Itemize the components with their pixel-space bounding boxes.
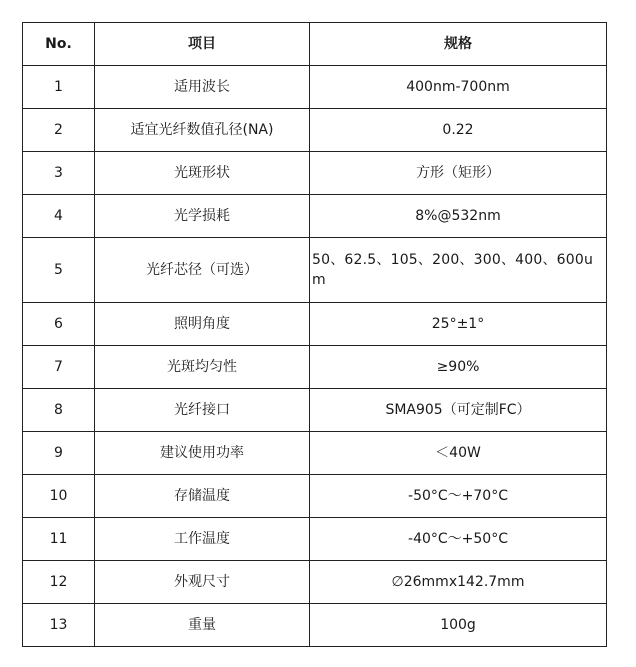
header-item: 项目 bbox=[95, 23, 310, 66]
row-item: 光纤接口 bbox=[95, 389, 310, 432]
row-item: 重量 bbox=[95, 604, 310, 647]
table-row bbox=[23, 518, 607, 561]
row-item: 光斑均匀性 bbox=[95, 346, 310, 389]
row-no: 5 bbox=[23, 238, 95, 303]
row-no: 7 bbox=[23, 346, 95, 389]
row-no: 2 bbox=[23, 109, 95, 152]
row-no: 6 bbox=[23, 303, 95, 346]
row-spec: 400nm-700nm bbox=[310, 66, 607, 109]
table-row bbox=[23, 475, 607, 518]
row-spec: 100g bbox=[310, 604, 607, 647]
row-spec: ＜40W bbox=[310, 432, 607, 475]
row-no: 10 bbox=[23, 475, 95, 518]
row-spec: -40°C～+50°C bbox=[310, 518, 607, 561]
row-no: 13 bbox=[23, 604, 95, 647]
spec-table bbox=[22, 22, 607, 647]
header-no: No. bbox=[23, 23, 95, 66]
row-item: 外观尺寸 bbox=[95, 561, 310, 604]
row-no: 1 bbox=[23, 66, 95, 109]
row-spec: ∅26mmx142.7mm bbox=[310, 561, 607, 604]
table-row bbox=[23, 66, 607, 109]
row-spec: -50°C～+70°C bbox=[310, 475, 607, 518]
table-row bbox=[23, 432, 607, 475]
row-spec: 25°±1° bbox=[310, 303, 607, 346]
table-row bbox=[23, 195, 607, 238]
row-item: 适用波长 bbox=[95, 66, 310, 109]
row-item: 光学损耗 bbox=[95, 195, 310, 238]
row-no: 4 bbox=[23, 195, 95, 238]
row-spec: ≥90% bbox=[310, 346, 607, 389]
row-spec: 0.22 bbox=[310, 109, 607, 152]
header-spec: 规格 bbox=[310, 23, 607, 66]
row-item: 照明角度 bbox=[95, 303, 310, 346]
row-item: 存储温度 bbox=[95, 475, 310, 518]
row-item: 光纤芯径（可选） bbox=[95, 238, 310, 303]
table-header-row bbox=[23, 23, 607, 66]
row-no: 12 bbox=[23, 561, 95, 604]
table-row bbox=[23, 389, 607, 432]
table-row bbox=[23, 109, 607, 152]
table-row bbox=[23, 561, 607, 604]
table-row bbox=[23, 152, 607, 195]
row-spec: 8%@532nm bbox=[310, 195, 607, 238]
table-row bbox=[23, 238, 607, 303]
row-no: 11 bbox=[23, 518, 95, 561]
row-spec: SMA905（可定制FC） bbox=[310, 389, 607, 432]
row-no: 3 bbox=[23, 152, 95, 195]
row-spec: 50、62.5、105、200、300、400、600um bbox=[310, 238, 607, 303]
row-item: 适宜光纤数值孔径(NA) bbox=[95, 109, 310, 152]
table-row bbox=[23, 604, 607, 647]
table-row bbox=[23, 303, 607, 346]
row-spec: 方形（矩形） bbox=[310, 152, 607, 195]
row-no: 9 bbox=[23, 432, 95, 475]
row-item: 工作温度 bbox=[95, 518, 310, 561]
row-no: 8 bbox=[23, 389, 95, 432]
row-item: 光斑形状 bbox=[95, 152, 310, 195]
table-row bbox=[23, 346, 607, 389]
row-item: 建议使用功率 bbox=[95, 432, 310, 475]
